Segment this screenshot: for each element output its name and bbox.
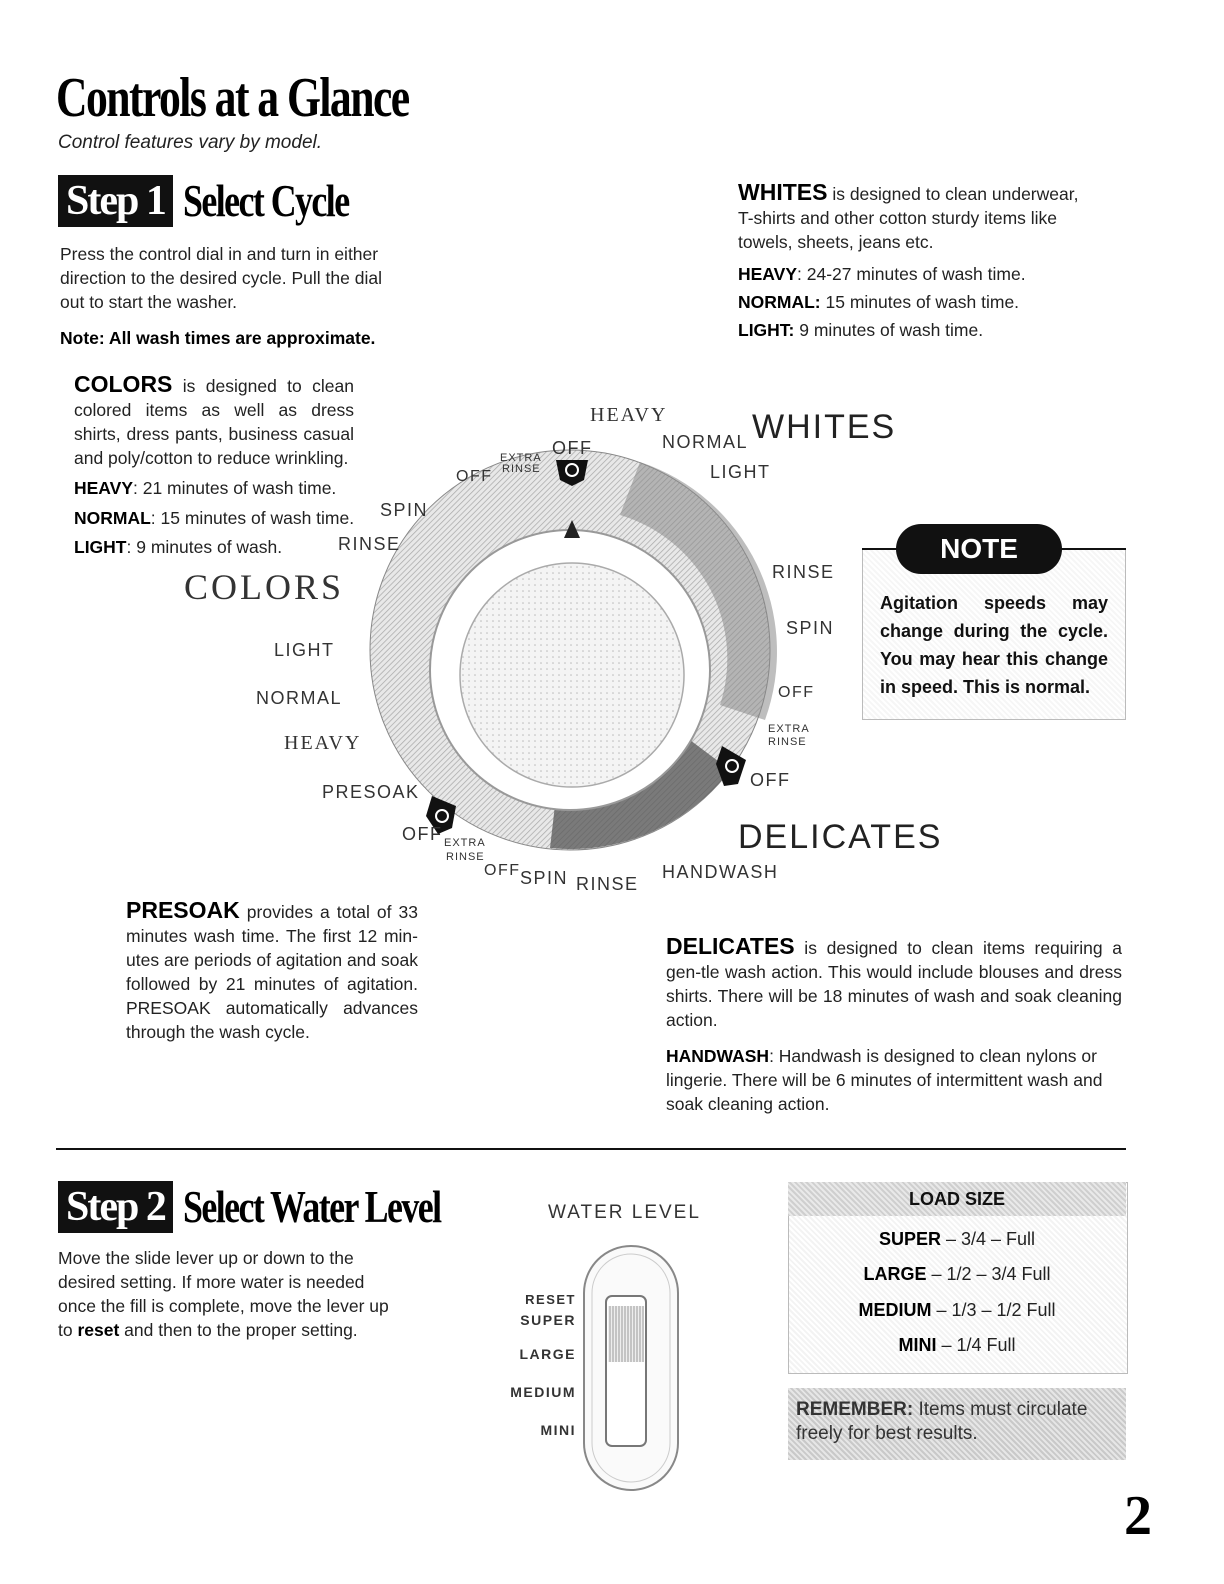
step2-badge: Step 2: [58, 1181, 173, 1233]
delicates-name: DELICATES: [666, 933, 795, 959]
load-size-row: [788, 1264, 1126, 1285]
dial-label-rinse-small-right: RINSE: [768, 736, 807, 748]
load-size-row: [788, 1300, 1126, 1321]
whites-normal: [738, 290, 1019, 314]
dial-label-extra-right: EXTRA: [768, 723, 810, 735]
page-number: 2: [1124, 1485, 1152, 1547]
whites-desc: is designed to clean underwear, T-shirts and other cotton sturdy items like towels, sheets, jeans etc.: [738, 184, 1079, 252]
load-size-label: MEDIUM: [858, 1300, 932, 1320]
load-size-label: MINI: [898, 1335, 937, 1355]
dial-label-light-left: LIGHT: [274, 640, 335, 660]
note-label: NOTE: [896, 524, 1062, 574]
colors-heavy: [74, 476, 336, 500]
section-divider: [56, 1148, 1126, 1150]
presoak-name: PRESOAK: [126, 897, 240, 923]
colors-description: [74, 372, 354, 470]
load-size-row: [788, 1335, 1126, 1356]
load-size-title: LOAD SIZE: [788, 1182, 1126, 1216]
dial-label-delicates: DELICATES: [738, 818, 943, 856]
dial-label-presoak: PRESOAK: [322, 782, 420, 802]
load-size-label: LARGE: [863, 1264, 927, 1284]
water-level-mini: MINI: [540, 1422, 576, 1438]
dial-label-rinse-left: RINSE: [338, 534, 401, 554]
dial-label-whites: WHITES: [752, 408, 897, 446]
step1-note: Note: All wash times are approximate.: [60, 328, 376, 348]
dial-label-handwash: HANDWASH: [662, 862, 779, 882]
dial-label-off-bottom: OFF: [484, 862, 521, 879]
dial-label-rinse-right: RINSE: [772, 562, 835, 582]
step1-title: Select Cycle: [182, 175, 349, 226]
dial-label-rinse-small-top: RINSE: [502, 463, 541, 475]
control-dial[interactable]: [340, 420, 800, 880]
page-subtitle: Control features vary by model.: [58, 132, 323, 153]
presoak-desc: provides a total of 33 minutes wash time. The first 12 min-utes are periods of agitation and soak followed by 21 minutes of agitation. PRESOAK automatically advances through the wash cycle.: [126, 902, 418, 1042]
whites-heavy-label: HEAVY: [738, 264, 797, 284]
water-level-slider[interactable]: [576, 1240, 686, 1496]
remember-label: REMEMBER:: [796, 1399, 914, 1420]
whites-normal-text: 15 minutes of wash time.: [820, 292, 1020, 312]
colors-light: [74, 535, 282, 559]
dial-label-rinse-bottom: RINSE: [576, 874, 639, 894]
load-size-value: – 3/4 – Full: [940, 1229, 1036, 1249]
whites-description: [738, 180, 1088, 254]
note-text: Agitation speeds may change during the cycle. You may hear this change in speed. This is normal.: [880, 593, 1108, 697]
water-level-reset: RESET: [525, 1292, 576, 1307]
dial-label-normal-left: NORMAL: [256, 688, 343, 708]
whites-heavy-text: : 24-27 minutes of wash time.: [797, 264, 1026, 284]
dial-label-colors: COLORS: [184, 567, 345, 607]
load-size-label: SUPER: [878, 1229, 941, 1249]
page-title: Controls at a Glance: [56, 67, 409, 129]
dial-label-spin-bottom: SPIN: [520, 868, 569, 888]
dial-label-light-top: LIGHT: [710, 462, 771, 482]
step2-text-a: Move the slide lever up or down to the desired setting. If more water is needed once the fill is complete, move the lever up to: [58, 1248, 389, 1340]
load-size-value: – 1/2 – 3/4 Full: [926, 1264, 1051, 1284]
load-size-row: [788, 1229, 1126, 1250]
dial-label-extra-bottom: EXTRA: [444, 837, 486, 849]
water-level-super: SUPER: [520, 1312, 576, 1328]
dial-label-off-right: OFF: [778, 684, 815, 701]
colors-heavy-text: : 21 minutes of wash time.: [133, 478, 337, 498]
colors-normal: [74, 506, 354, 530]
remember-body: Items must circulate freely for best results.: [796, 1399, 1088, 1444]
whites-light-label: LIGHT:: [738, 320, 795, 340]
water-level-large: LARGE: [519, 1346, 576, 1362]
colors-desc: is designed to clean colored items as well as dress shirts, dress pants, business casual and poly/cotton to reduce wrinkling.: [74, 376, 354, 468]
colors-light-label: LIGHT: [74, 537, 127, 557]
colors-normal-text: : 15 minutes of wash time.: [150, 508, 355, 528]
dial-label-off-top: OFF: [552, 438, 593, 458]
colors-name: COLORS: [74, 371, 173, 397]
dial-label-off-right-low: OFF: [750, 770, 791, 790]
dial-label-extra-top: EXTRA: [500, 452, 542, 464]
handwash-label: HANDWASH: [666, 1046, 770, 1066]
load-size-value: – 1/4 Full: [936, 1335, 1016, 1355]
step1-badge: Step 1: [58, 175, 173, 227]
step2-text: [58, 1246, 396, 1342]
delicates-description: [666, 934, 1122, 1032]
dial-label-heavy-top: HEAVY: [590, 404, 668, 426]
dial-label-spin-right: SPIN: [786, 618, 835, 638]
water-level-medium: MEDIUM: [510, 1384, 576, 1400]
colors-heavy-label: HEAVY: [74, 478, 133, 498]
dial-label-off-left-top: OFF: [456, 468, 493, 485]
step2-text-b: and then to the proper setting.: [119, 1320, 358, 1340]
dial-label-rinse-small-bottom: RINSE: [446, 851, 485, 863]
presoak-description: [126, 898, 418, 1044]
whites-light-text: 9 minutes of wash time.: [794, 320, 984, 340]
dial-label-heavy-left: HEAVY: [284, 732, 362, 754]
whites-heavy: [738, 262, 1026, 286]
delicates-desc: is designed to clean items requiring a gen-tle wash action. This would include blouses and dress shirts. There will be 18 minutes of wash and soak cleaning action.: [666, 938, 1122, 1030]
step2-text-bold: reset: [77, 1320, 120, 1340]
handwash-description: [666, 1044, 1116, 1116]
whites-normal-label: NORMAL:: [738, 292, 821, 312]
handwash-text: : Handwash is designed to clean nylons or lingerie. There will be 6 minutes of intermittent wash and soak cleaning action.: [666, 1046, 1103, 1114]
colors-light-text: : 9 minutes of wash.: [126, 537, 283, 557]
whites-name: WHITES: [738, 179, 828, 205]
step1-intro: Press the control dial in and turn in either direction to the desired cycle. Pull the dial out to start the washer.: [60, 244, 382, 312]
dial-label-off-bottom-left: OFF: [402, 824, 443, 844]
load-size-value: – 1/3 – 1/2 Full: [931, 1300, 1056, 1320]
remember-text: [796, 1398, 1122, 1446]
dial-label-normal-top: NORMAL: [662, 432, 749, 452]
whites-light: [738, 318, 983, 342]
slider-lever[interactable]: [608, 1306, 644, 1362]
step2-title: Select Water Level: [182, 1181, 441, 1232]
colors-normal-label: NORMAL: [74, 508, 151, 528]
step1-heading: [58, 174, 395, 227]
dial-knob-center: [460, 563, 684, 787]
water-level-title: WATER LEVEL: [548, 1202, 701, 1223]
dial-label-spin-left: SPIN: [380, 500, 429, 520]
step2-heading: [58, 1180, 513, 1233]
